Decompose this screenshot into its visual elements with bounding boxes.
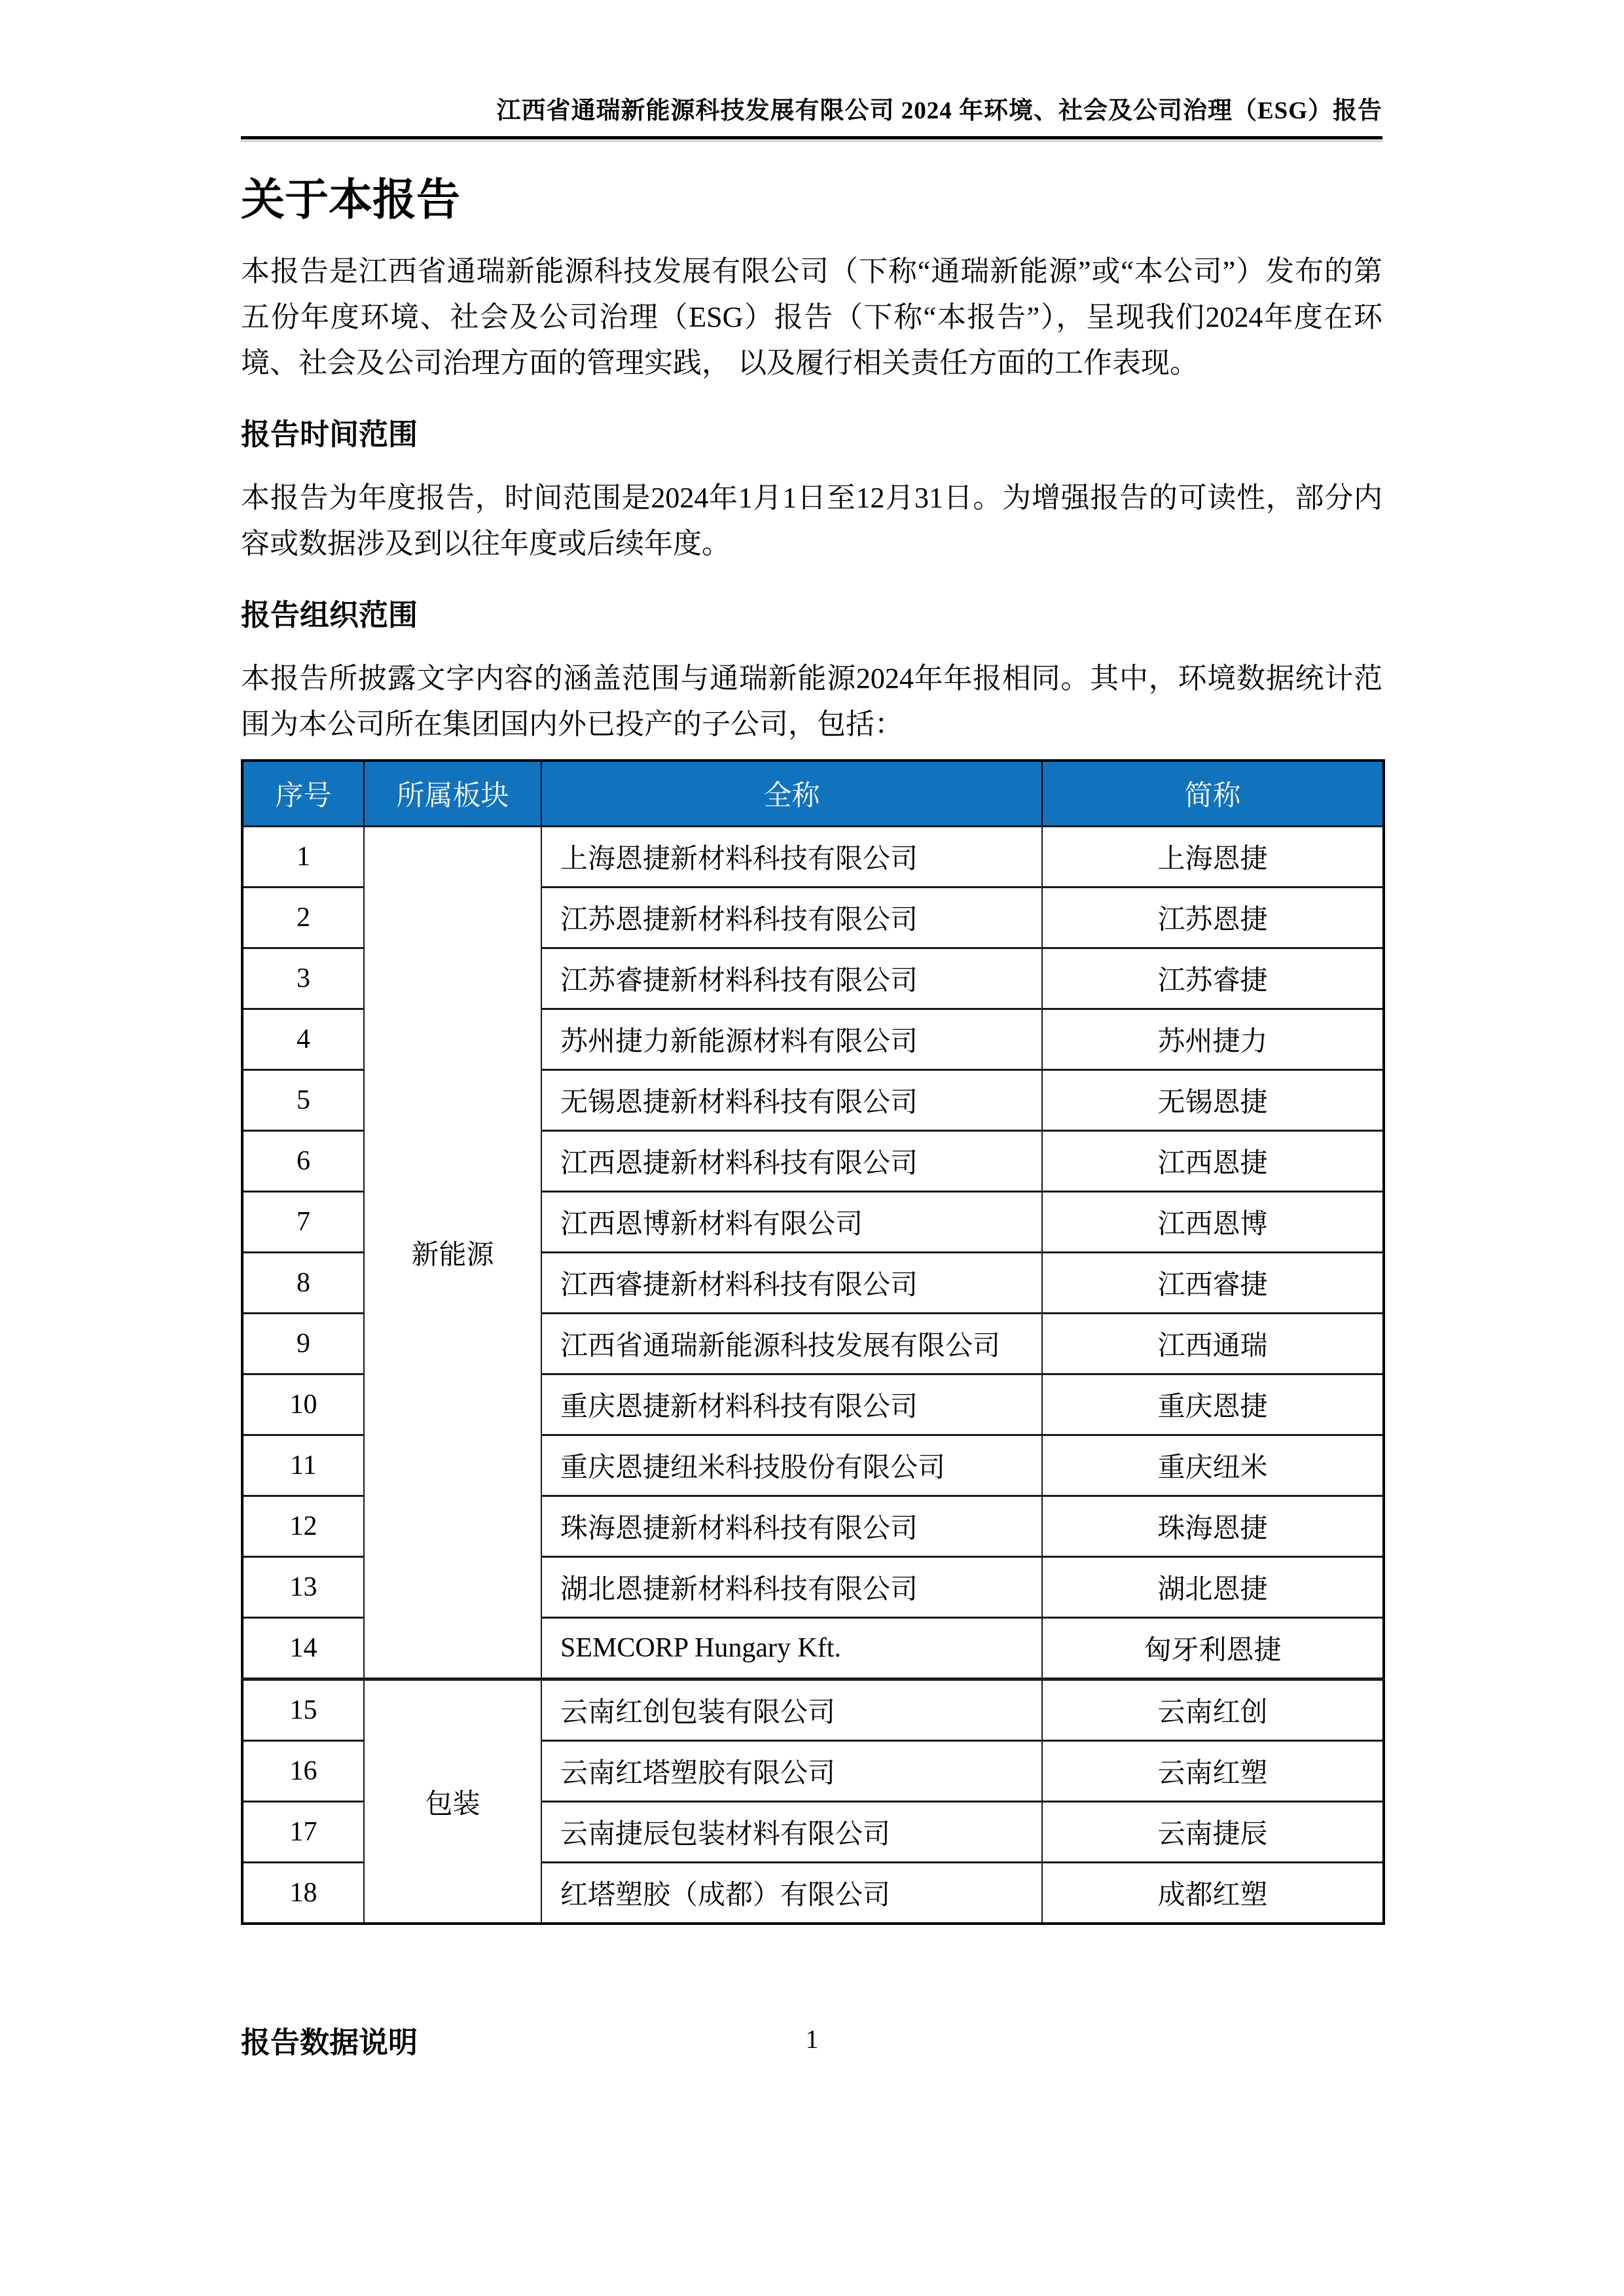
full-name-cell: SEMCORP Hungary Kft. xyxy=(541,1618,1042,1679)
short-name-cell: 江西睿捷 xyxy=(1042,1253,1384,1314)
index-cell: 17 xyxy=(242,1802,364,1863)
sector-cell-new-energy: 新能源 xyxy=(364,827,541,1679)
running-header: 江西省通瑞新能源科技发展有限公司 2024 年环境、社会及公司治理（ESG）报告 xyxy=(496,98,1382,124)
index-cell: 9 xyxy=(242,1314,364,1374)
short-name-cell: 成都红塑 xyxy=(1042,1863,1384,1924)
table-header-row xyxy=(242,761,1384,827)
short-name-cell: 上海恩捷 xyxy=(1042,827,1384,888)
short-name-cell: 苏州捷力 xyxy=(1042,1009,1384,1070)
org-scope-paragraph: 本报告所披露文字内容的涵盖范围与通瑞新能源2024年年报相同。其中，环境数据统计范围为本公司所在集团国内外已投产的子公司，包括： xyxy=(241,662,1382,740)
index-cell: 11 xyxy=(242,1435,364,1496)
index-cell: 1 xyxy=(242,827,364,888)
full-name-cell: 珠海恩捷新材料科技有限公司 xyxy=(541,1496,1042,1557)
short-name-cell: 云南捷辰 xyxy=(1042,1802,1384,1863)
full-name-cell: 江苏恩捷新材料科技有限公司 xyxy=(541,888,1042,948)
column-header-sector: 所属板块 xyxy=(364,761,541,827)
full-name-cell: 苏州捷力新能源材料有限公司 xyxy=(541,1009,1042,1070)
short-name-cell: 云南红塑 xyxy=(1042,1741,1384,1802)
index-cell: 15 xyxy=(242,1679,364,1741)
full-name-cell: 云南红创包装有限公司 xyxy=(541,1679,1042,1741)
index-cell: 12 xyxy=(242,1496,364,1557)
page-number: 1 xyxy=(805,2024,819,2054)
short-name-cell: 重庆恩捷 xyxy=(1042,1374,1384,1435)
full-name-cell: 红塔塑胶（成都）有限公司 xyxy=(541,1863,1042,1924)
index-cell: 13 xyxy=(242,1557,364,1618)
full-name-cell: 江西恩博新材料有限公司 xyxy=(541,1192,1042,1253)
page-title: 关于本报告 xyxy=(241,176,460,224)
index-cell: 2 xyxy=(242,888,364,948)
full-name-cell: 无锡恩捷新材料科技有限公司 xyxy=(541,1070,1042,1131)
short-name-cell: 重庆纽米 xyxy=(1042,1435,1384,1496)
full-name-cell: 湖北恩捷新材料科技有限公司 xyxy=(541,1557,1042,1618)
short-name-cell: 珠海恩捷 xyxy=(1042,1496,1384,1557)
intro-paragraph: 本报告是江西省通瑞新能源科技发展有限公司（下称“通瑞新能源”或“本公司”）发布的第五份年度环境、社会及公司治理（ESG）报告（下称“本报告”），呈现我们2024年度在环境、社会及公司治理方面的管理实践， 以及履行相关责任方面的工作表现。 xyxy=(241,255,1382,379)
full-name-cell: 江西省通瑞新能源科技发展有限公司 xyxy=(541,1314,1042,1374)
index-cell: 14 xyxy=(242,1618,364,1679)
index-cell: 8 xyxy=(242,1253,364,1314)
short-name-cell: 江西恩捷 xyxy=(1042,1131,1384,1192)
column-header-short-name: 简称 xyxy=(1042,761,1384,827)
column-header-index: 序号 xyxy=(242,761,364,827)
page-content xyxy=(241,0,1382,2061)
short-name-cell: 无锡恩捷 xyxy=(1042,1070,1384,1131)
index-cell: 10 xyxy=(242,1374,364,1435)
section-heading-time-scope: 报告时间范围 xyxy=(241,418,418,451)
index-cell: 6 xyxy=(242,1131,364,1192)
full-name-cell: 江苏睿捷新材料科技有限公司 xyxy=(541,948,1042,1009)
subsidiary-table xyxy=(241,759,1385,1925)
index-cell: 7 xyxy=(242,1192,364,1253)
full-name-cell: 重庆恩捷新材料科技有限公司 xyxy=(541,1374,1042,1435)
index-cell: 18 xyxy=(242,1863,364,1924)
column-header-full-name: 全称 xyxy=(541,761,1042,827)
short-name-cell: 湖北恩捷 xyxy=(1042,1557,1384,1618)
table-row xyxy=(242,1679,1384,1741)
section-heading-org-scope: 报告组织范围 xyxy=(241,599,418,632)
full-name-cell: 重庆恩捷纽米科技股份有限公司 xyxy=(541,1435,1042,1496)
short-name-cell: 江西通瑞 xyxy=(1042,1314,1384,1374)
full-name-cell: 江西恩捷新材料科技有限公司 xyxy=(541,1131,1042,1192)
section-heading-data-note: 报告数据说明 xyxy=(241,2026,418,2059)
full-name-cell: 云南红塔塑胶有限公司 xyxy=(541,1741,1042,1802)
short-name-cell: 江西恩博 xyxy=(1042,1192,1384,1253)
short-name-cell: 匈牙利恩捷 xyxy=(1042,1618,1384,1679)
header-divider xyxy=(241,136,1382,141)
index-cell: 16 xyxy=(242,1741,364,1802)
short-name-cell: 江苏睿捷 xyxy=(1042,948,1384,1009)
short-name-cell: 云南红创 xyxy=(1042,1679,1384,1741)
full-name-cell: 上海恩捷新材料科技有限公司 xyxy=(541,827,1042,888)
index-cell: 5 xyxy=(242,1070,364,1131)
time-scope-paragraph: 本报告为年度报告，时间范围是2024年1月1日至12月31日。为增强报告的可读性，部分内容或数据涉及到以往年度或后续年度。 xyxy=(241,482,1382,560)
full-name-cell: 江西睿捷新材料科技有限公司 xyxy=(541,1253,1042,1314)
table-row xyxy=(242,827,1384,888)
sector-cell-packaging: 包装 xyxy=(364,1679,541,1924)
index-cell: 3 xyxy=(242,948,364,1009)
index-cell: 4 xyxy=(242,1009,364,1070)
short-name-cell: 江苏恩捷 xyxy=(1042,888,1384,948)
full-name-cell: 云南捷辰包装材料有限公司 xyxy=(541,1802,1042,1863)
